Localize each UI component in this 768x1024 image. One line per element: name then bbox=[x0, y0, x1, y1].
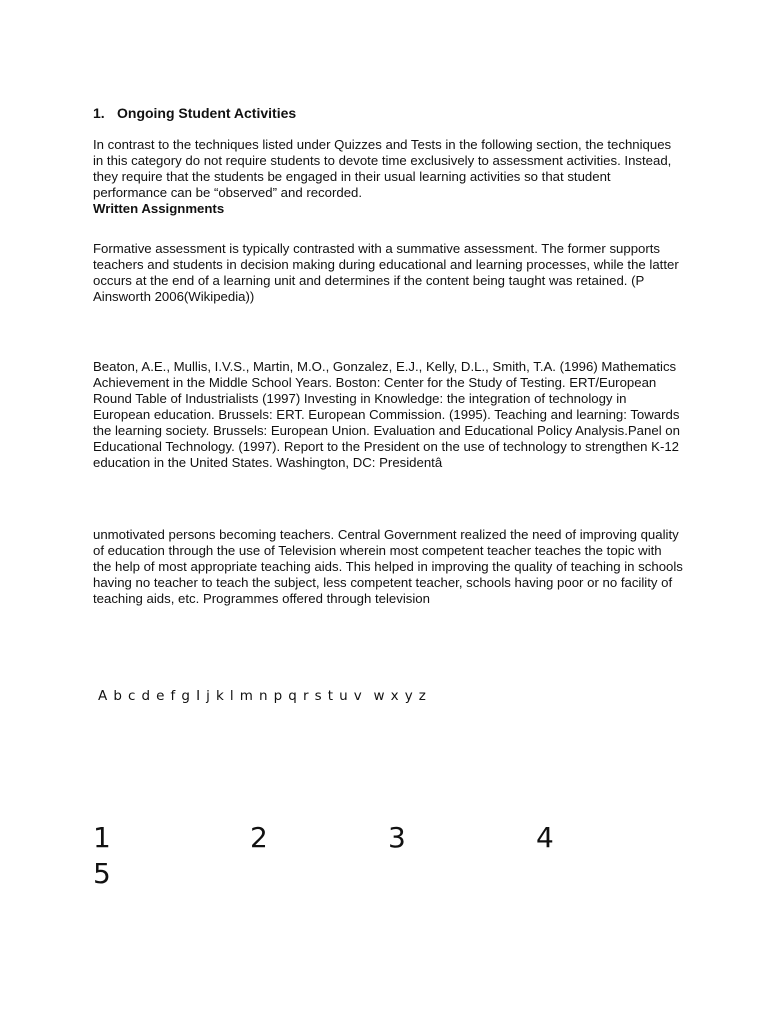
digit-four: 4 bbox=[536, 821, 554, 854]
section-title: Ongoing Student Activities bbox=[117, 105, 297, 121]
digit-five: 5 bbox=[93, 857, 111, 890]
alphabet-line: A b c d e f g I j k l m n p q r s t u v w x y z bbox=[98, 688, 427, 704]
digit-two: 2 bbox=[250, 821, 268, 854]
references-paragraph: Beaton, A.E., Mullis, I.V.S., Martin, M.O., Gonzalez, E.J., Kelly, D.L., Smith, T.A. (1996) Mathematics Achievement in the Middle School Years. Boston: Center for the Study of Testing. ERT/European Round Table of Industrialists (1997) Investing in Knowledge: the integration of technology in European education. Brussels: ERT. European Commission. (1995). Teaching and learning: Towards the learning society. Brussels: European Union. Evaluation and Educational Policy Analysis.Panel on Educational Technology. (1997). Report to the President on the use of technology to strengthen K-12 education in the United States. Washington, DC: Presidentâ bbox=[93, 359, 680, 470]
digit-three: 3 bbox=[388, 821, 406, 854]
formative-assessment-paragraph: Formative assessment is typically contrasted with a summative assessment. The former supports teachers and students in decision making during educational and learning processes, while the latter occurs at the end of a learning unit and determines if the content being taught was retained. (P Ainsworth 2006(Wikipedia)) bbox=[93, 241, 679, 304]
television-paragraph: unmotivated persons becoming teachers. Central Government realized the need of improving quality of education through the use of Television wherein most competent teacher teaches the topic with the help of most appropriate teaching aids. This helped in improving the quality of teaching in schools having no teacher to teach the subject, less competent teacher, schools having poor or no facility of teaching aids, etc. Programmes offered through television bbox=[93, 527, 683, 606]
written-assignments-heading: Written Assignments bbox=[93, 201, 225, 216]
intro-paragraph-block bbox=[93, 137, 683, 217]
digit-one: 1 bbox=[93, 821, 111, 854]
section-number: 1. bbox=[93, 105, 105, 121]
intro-paragraph: In contrast to the techniques listed under Quizzes and Tests in the following section, the techniques in this category do not require students to devote time exclusively to assessment activities. Instead, they require that the students be engaged in their usual learning activities so that student performance can be “observed” and recorded. bbox=[93, 137, 672, 200]
section-heading bbox=[93, 104, 296, 122]
